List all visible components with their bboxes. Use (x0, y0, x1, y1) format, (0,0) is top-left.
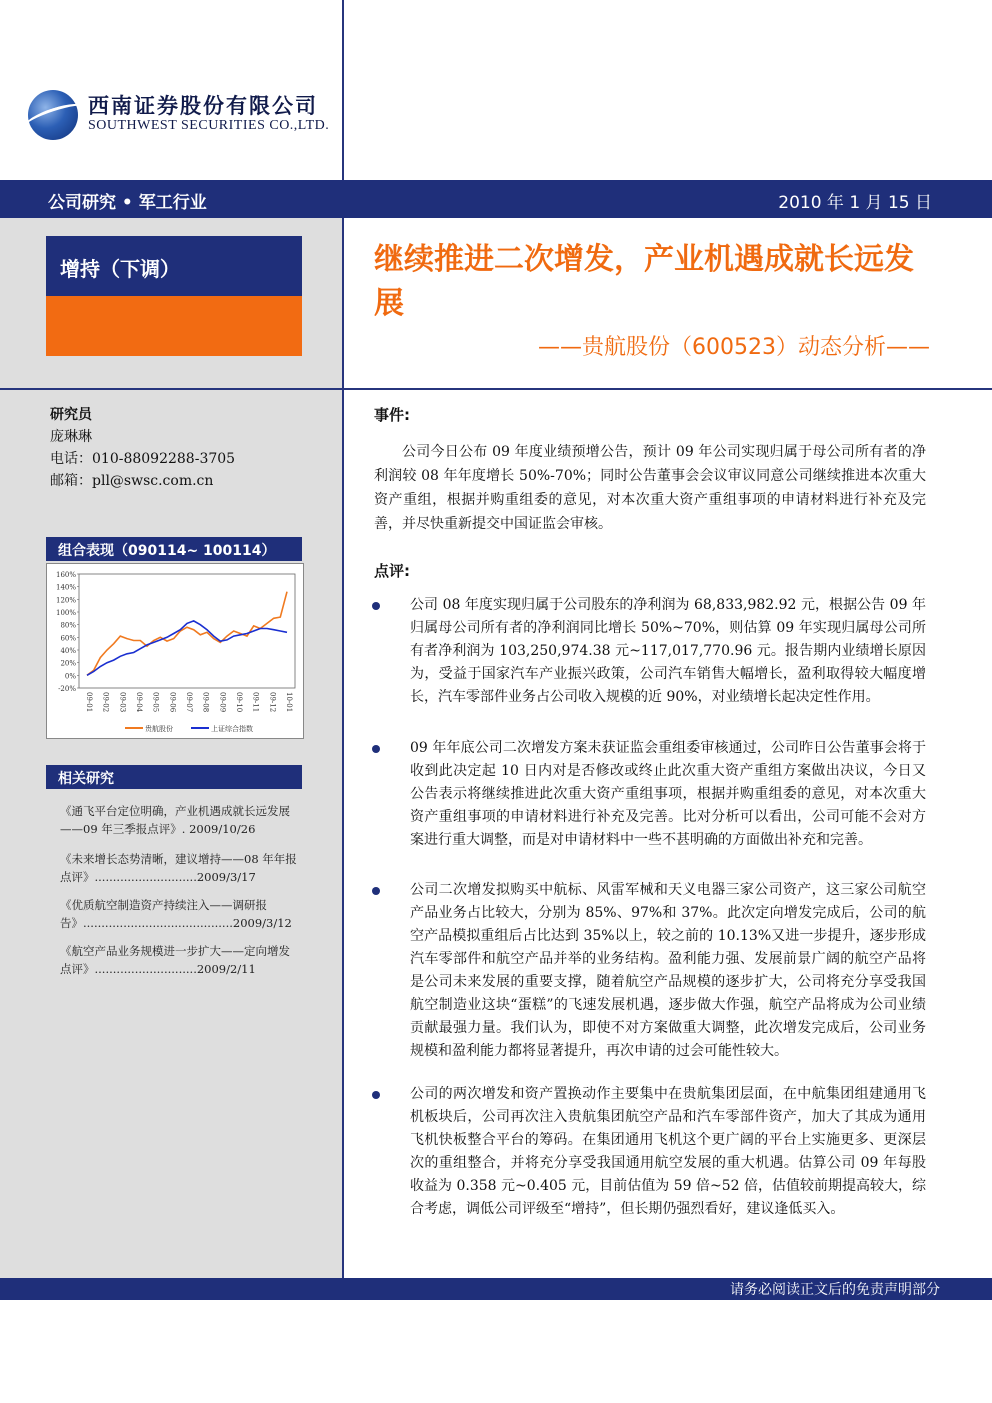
x-tick-label: 09-09 (218, 692, 227, 713)
comment-bullet-text: 公司 08 年度实现归属于公司股东的净利润为 68,833,982.92 元，根据公告 09 年归属母公司所有者的净利润同比增长 50%~70%，则估算 09 年实现归属母公司所有者净利润为 103,250,974.38 元~117,017,770.96 元。报告期内业绩增长原因为，受益于国家汽车产业振兴政策，公司汽车销售大幅增长，盈利取得较大幅度增长，汽车零部件业务占公司收入规模的近 90%，对业绩增长起决定性作用。 (410, 597, 926, 705)
related-item[interactable]: 《通飞平台定位明确，产业机遇成就长远发展——09 年三季报点评》. 2009/10/26 (60, 804, 290, 836)
comment-heading: 点评: (374, 562, 410, 580)
researcher-name: 庞琳琳 (50, 429, 92, 445)
comment-bullet-text: 公司二次增发拟购买中航标、风雷军械和天义电器三家公司资产，这三家公司航空产品业务占比较大，分别为 85%、97%和 37%。此次定向增发完成后，公司的航空产品模拟重组后占比达到 35%以上，较之前的 10.13%又进一步提升，逐步形成汽车零部件和航空产品并举的业务结构。盈利能力强、发展前景广阔的航空产品将是公司未来发展的重要支撑，随着航空产品规模的逐步扩大，公司将充分享受我国航空制造业这块“蛋糕”的飞速发展机遇，逐步做大作强，航空产品将成为公司业绩贡献最强力量。我们认为，即使不对方案做重大调整，此次增发完成后，公司业务规模和盈利能力都将显著提升，再次申请的过会可能性较大。 (410, 882, 926, 1059)
bullet-dot-icon (372, 1091, 380, 1099)
x-tick-label: 09-12 (268, 692, 277, 713)
performance-chart (46, 563, 304, 739)
rating-accent (46, 296, 302, 356)
report-category: 公司研究 • 军工行业 (48, 193, 207, 213)
plot-area (79, 574, 295, 688)
related-item[interactable]: 《优质航空制造资产持续注入——调研报告》.........................................2009/3/12 (60, 898, 292, 930)
y-tick-label: 140% (55, 583, 76, 592)
y-tick-label: 120% (55, 596, 76, 605)
footer-bar (0, 1278, 992, 1300)
x-tick-label: 10-01 (285, 692, 293, 713)
legend-label: 贵航股份 (145, 725, 173, 733)
portfolio-heading-bar (46, 537, 302, 561)
y-tick-label: 20% (60, 659, 76, 668)
category-banner (0, 180, 992, 218)
related-item[interactable]: 《未来增长态势清晰，建议增持——08 年年报点评》............................2009/3/17 (60, 852, 297, 884)
series-line (87, 592, 287, 676)
report-subtitle: ——贵航股份（600523）动态分析—— (538, 335, 930, 360)
y-tick-label: 40% (60, 647, 76, 655)
performance-chart-svg (47, 564, 303, 738)
rating-label: 增持（下调） (60, 257, 180, 281)
researcher-phone: 电话：010-88092288-3705 (50, 451, 236, 467)
bullet-dot-icon (372, 745, 380, 753)
researcher-heading: 研究员 (50, 407, 92, 423)
legend-label: 上证综合指数 (211, 725, 253, 733)
comment-bullet-text: 公司的两次增发和资产置换动作主要集中在贵航集团层面，在中航集团组建通用飞机板块后，公司再次注入贵航集团航空产品和汽车零部件资产，加大了其成为通用飞机快板整合平台的筹码。在集团通用飞机这个更广阔的平台上实施更多、更深层次的重组整合，并将充分享受我国通用航空发展的重大机遇。估算公司 09 年每股收益为 0.358 元~0.405 元，目前估值为 59 倍~52 倍，估值较前期提高较大，综合考虑，调低公司评级至“增持”，但长期仍强烈看好，建议逢低买入。 (410, 1086, 926, 1217)
disclaimer-note[interactable]: 请务必阅读正文后的免责声明部分 (730, 1282, 940, 1298)
y-tick-label: 80% (60, 621, 76, 630)
x-tick-label: 09-11 (251, 692, 260, 713)
related-heading: 相关研究 (58, 771, 114, 787)
bullet-dot-icon (372, 887, 380, 895)
y-tick-label: 160% (55, 571, 76, 579)
x-tick-label: 09-10 (235, 692, 243, 713)
x-tick-label: 09-06 (168, 692, 177, 713)
comment-bullet-text: 09 年年底公司二次增发方案未获证监会重组委审核通过，公司昨日公告董事会将于收到此决定起 10 日内对是否修改或终止此次重大资产重组方案做出决议，今日又公告表示将继续推进此次重大资产重组事项，根据并购重组委的意见，对本次重大资产重组事项的申请材料进行补充及完善。比对分析可以看出，公司可能不会对方案进行重大调整，而是对申请材料中一些不甚明确的方面做出补充和完善。 (410, 740, 926, 848)
x-tick-label: 09-08 (201, 692, 210, 713)
header-divider (0, 388, 992, 390)
x-tick-label: 09-01 (85, 692, 93, 713)
report-date: 2010 年 1 月 15 日 (778, 193, 932, 213)
company-name-cn: 西南证券股份有限公司 (88, 94, 318, 118)
company-name-en: SOUTHWEST SECURITIES CO.,LTD. (88, 118, 330, 133)
y-tick-label: 60% (60, 634, 76, 643)
portfolio-heading: 组合表现（090114~ 100114） (58, 543, 276, 559)
y-tick-label: 100% (55, 609, 76, 617)
event-heading: 事件: (374, 406, 410, 424)
rating-box (46, 236, 302, 296)
report-title: 继续推进二次增发，产业机遇成就长远发展 (374, 242, 914, 321)
related-item[interactable]: 《航空产品业务规模进一步扩大——定向增发点评》............................2009/2/11 (60, 944, 290, 976)
x-tick-label: 09-03 (118, 692, 127, 713)
y-tick-label: 0% (64, 672, 76, 681)
x-tick-label: 09-02 (101, 692, 110, 713)
researcher-info (50, 404, 235, 492)
researcher-email[interactable]: 邮箱：pll@swsc.com.cn (50, 473, 214, 489)
related-heading-bar (46, 765, 302, 789)
x-tick-label: 09-07 (185, 692, 193, 713)
series-line (87, 621, 287, 675)
event-text: 公司今日公布 09 年度业绩预增公告，预计 09 年公司实现归属于母公司所有者的净利润较 08 年年度增长 50%-70%；同时公告董事会会议审议同意公司继续推进本次重大资产重组，根据并购重组委的意见，对本次重大资产重组事项的申请材料进行补充及完善，并尽快重新提交中国证监会审核。 (374, 444, 926, 532)
y-tick-label: -20% (58, 685, 76, 693)
bullet-dot-icon (372, 602, 380, 610)
x-tick-label: 09-04 (135, 692, 143, 713)
x-tick-label: 09-05 (151, 692, 160, 713)
